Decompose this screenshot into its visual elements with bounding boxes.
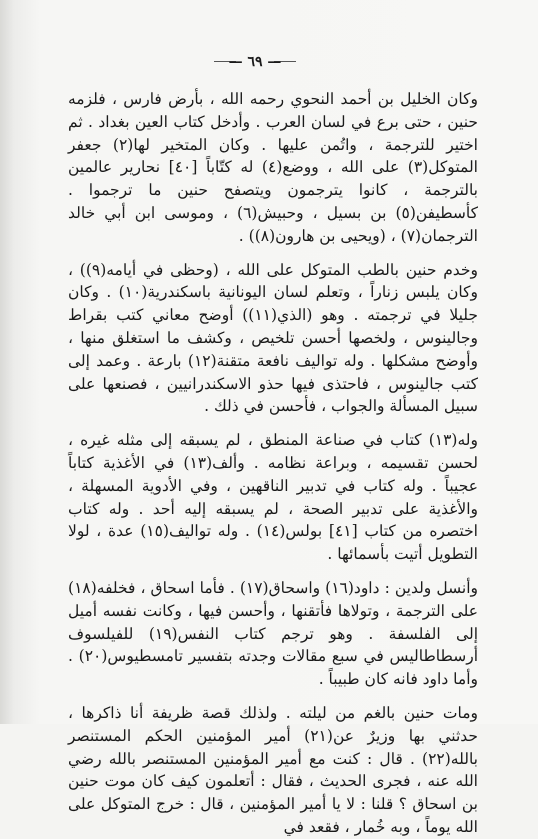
- paragraph-4: وأنسل ولدين : داود(١٦) واسحاق(١٧) . فأما اسحاق ، فخلفه(١٨) على الترجمة ، وتولاها فأتقنها ، وأحسن فيها ، وكانت نفسه أميل إلى الفلسفة . وهو ترجم كتاب النفس(١٩) للفيلسوف أرسطاطاليس في سبع مقالات وجدته بتفسير تامسطيوس(٢٠) . وأما داود فانه كان طبيباً .: [68, 578, 479, 689]
- paragraph-3: وله(١٣) كتاب في صناعة المنطق ، لم يسبقه إلى مثله غيره ، لحسن تقسيمه ، وبراعة نظامه . وألف(١٣) في الأغذية كتاباً عجيباً . وله كتاب في تدبير الناقهين ، وفي الأدوية المسهلة ، والأغذية على تدبير الصحة ، لم يسبقه إليه أحد . وله كتاب اختصره من كتاب [٤١] بولس(١٤) . وله تواليف(١٥) عدة ، لولا التطويل أتيت بأسمائها .: [68, 431, 478, 564]
- paragraph-1: وكان الخليل بن أحمد النحوي رحمه الله ، بأرض فارس ، فلزمه حنين ، حتى برع في لسان العرب . وأدخل كتاب العين بغداد . ثم اختير للترجمة ، واتُمن عليها . وكان المتخير لها(٢) جعفر المتوكل(٣) على الله ، ووضع(٤) له كتّاباً [٤٠] نحارير عالمين بالترجمة ، كانوا يترجمون ويتصفح حنين ما ترجموا . كأسطيفن(٥) بن بسيل ، وحبيش(٦) ، وموسى ابن أبي خالد الترجمان(٧) ، (ويحيى بن هارون(٨)) .: [68, 90, 478, 245]
- page-number-text: — ٦٩ —: [228, 54, 282, 70]
- body-text: [68, 88, 478, 839]
- paragraph-5: ومات حنين بالغم من ليلته . ولذلك قصة ظريفة أنا ذاكرها ، حدثني بها وزيرٌ عن(٢١) أمير المؤمنين الحكم المستنصر بالله(٢٢) . قال : كنت مع أمير المؤمنين المستنصر بالله رضي الله عنه ، فجرى الحديث ، فقال : أتعلمون كيف كان موت حنين بن اسحاق ؟ قلنا : لا يا أمير المؤمنين ، قال : خرج المتوكل على الله يوماً ، وبه خُمار ، فقعد في: [68, 703, 478, 836]
- page-number: [180, 40, 330, 80]
- paragraph-2: وخدم حنين بالطب المتوكل على الله ، (وحظى في أيامه(٩)) ، وكان يلبس زناراً ، وتعلم لسان اليونانية باسكندرية(١٠) . وكان جليلا في ترجمته . وهو (الذي(١١)) أوضح معاني كتب بقراط وجالينوس ، ولخصها أحسن تلخيص ، وكشف ما استغلق منها ، وأوضح مشكلها . وله تواليف نافعة متقنة(١٢) بارعة . وعمد إلى كتب جالينوس ، فاحتذى فيها حذو الاسكندرانيين ، فصنعها على سبيل المسألة والجواب ، فأحسن في ذلك .: [68, 260, 479, 416]
